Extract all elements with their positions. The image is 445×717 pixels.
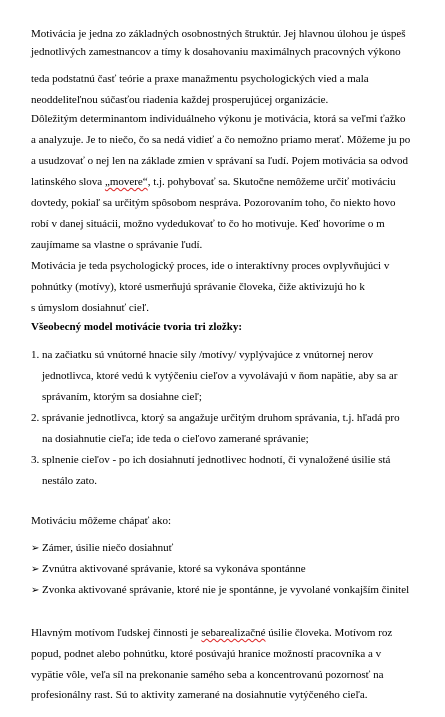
list-number: 3. — [31, 454, 40, 466]
paragraph-4-line-4: profesionálny rast. Sú to aktivity zamerané na dosiahnutie vytýčeného cieľa. — [31, 689, 368, 701]
text-segment: , t.j. pohybovať sa. Skutočne nemôžeme určiť motiváciu — [147, 176, 396, 188]
paragraph-4-line-3: vypätie vôle, veľa síl na prekonanie samého seba a koncentrovanú pozornosť na — [31, 669, 384, 681]
paragraph-3-line-3: s úmyslom dosiahnuť cieľ. — [31, 302, 149, 314]
arrow-bullet-icon: ➢ — [31, 585, 40, 596]
numbered-item-2-line-2: na dosiahnutie cieľa; ide teda o cieľovo zamerané správanie; — [42, 433, 309, 445]
text-segment: úsilie človeka. Motívom roz — [265, 627, 393, 639]
paragraph-4-line-2: popud, podnet alebo pohnútku, ktoré posúvajú hranice možností pracovníka a v — [31, 648, 382, 660]
arrow-bullet-icon: ➢ — [31, 543, 40, 554]
paragraph-2-line-2: a analyzuje. Je to niečo, čo sa nedá vidieť a čo nemožno priamo merať. Môžeme ju po — [31, 134, 411, 146]
bullet-item-2: Zvnútra aktivované správanie, ktoré sa vykonáva spontánne — [42, 563, 306, 575]
arrow-bullet-icon: ➢ — [31, 564, 40, 575]
paragraph-2-line-3: a usudzovať o nej len na základe zmien v správaní sa ľudí. Pojem motivácia sa odvod — [31, 155, 408, 167]
paragraph-2-line-6: robí v danej situácii, možno vydedukovať to čo ho motivuje. Keď hovoríme o m — [31, 218, 385, 230]
paragraph-2-line-1: Dôležitým determinantom individuálneho výkonu je motivácia, ktorá sa veľmi ťažko — [31, 113, 406, 125]
paragraph-1-line-2: jednotlivých zamestnancov a tímy k dosahovaniu maximálnych pracovných výkono — [31, 46, 401, 58]
paragraph-1-line-1: Motivácia je jedna zo základných osobnostných štruktúr. Jej hlavnou úlohou je úspeš — [31, 28, 406, 40]
bullet-item-3: Zvonka aktivované správanie, ktoré nie je spontánne, je vyvolané vonkajším činitel — [42, 584, 410, 596]
list-number: 2. — [31, 412, 40, 424]
paragraph-4-line-1 — [31, 627, 392, 640]
text-segment: latinského slova — [31, 176, 105, 188]
numbered-item-2-line-1: správanie jednotlivca, ktorý sa angažuje určitým druhom správania, t.j. hľadá pro — [42, 412, 400, 424]
numbered-item-3-line-2: nestálo zato. — [42, 475, 97, 487]
spellcheck-word: sebarealizačné — [201, 627, 266, 639]
paragraph-3-line-1: Motivácia je teda psychologický proces, ide o interaktívny proces ovplyvňujúci v — [31, 260, 390, 272]
paragraph-2-line-5: dovtedy, pokiaľ sa určitým spôsobom nespráva. Pozorovaním toho, čo niekto hovo — [31, 197, 396, 209]
numbered-item-3-line-1: splnenie cieľov - po ich dosiahnutí jednotlivec hodnotí, či vynaložené úsilie stá — [42, 454, 391, 466]
paragraph-1-line-3: teda podstatnú časť teórie a praxe manažmentu psychologických vied a mala — [31, 73, 369, 85]
paragraph-3-line-2: pohnútky (motívy), ktoré usmerňujú správanie človeka, čiže aktivizujú ho k — [31, 281, 365, 293]
spellcheck-word: „movere“ — [104, 176, 148, 188]
list-intro: Motiváciu môžeme chápať ako: — [31, 515, 172, 527]
numbered-item-1-line-3: správaním, ktorým sa dosiahne cieľ; — [42, 391, 202, 403]
bullet-item-1: Zámer, úsilie niečo dosiahnuť — [42, 542, 174, 554]
numbered-item-1-line-1: na začiatku sú vnútorné hnacie sily /motívy/ vyplývajúce z vnútornej nerov — [42, 349, 374, 361]
text-segment: Hlavným motívom ľudskej činnosti je — [31, 627, 202, 639]
numbered-item-1-line-2: jednotlivca, ktoré vedú k vytýčeniu cieľov a vyvolávajú v ňom napätie, aby sa ar — [42, 370, 398, 382]
paragraph-1-line-4: neoddeliteľnou súčasťou riadenia každej prosperujúcej organizácie. — [31, 94, 329, 106]
section-heading: Všeobecný model motivácie tvoria tri zložky: — [31, 321, 243, 333]
paragraph-2-line-7: zaujímame sa vlastne o správanie ľudí. — [31, 239, 203, 251]
list-number: 1. — [31, 349, 40, 361]
paragraph-2-line-4 — [31, 176, 396, 189]
